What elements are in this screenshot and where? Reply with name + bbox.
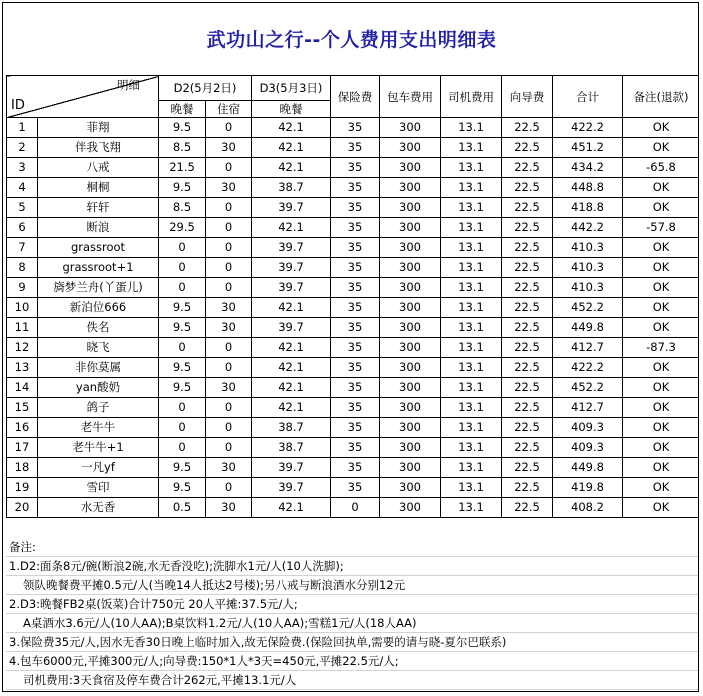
cell-remark[interactable]: OK xyxy=(623,298,700,318)
cell-insurance[interactable]: 35 xyxy=(331,438,380,458)
cell-total[interactable]: 449.8 xyxy=(553,458,623,478)
cell-insurance[interactable]: 35 xyxy=(331,318,380,338)
note-line: 司机费用:3天食宿及停车费合计262元,平摊13.1元/人 xyxy=(6,671,699,690)
cell-d2-lodging[interactable]: 30 xyxy=(206,318,252,338)
cell-d3-dinner[interactable]: 42.1 xyxy=(252,118,331,138)
cell-insurance[interactable]: 35 xyxy=(331,358,380,378)
cell-driver[interactable]: 13.1 xyxy=(441,318,502,338)
cell-insurance[interactable]: 35 xyxy=(331,118,380,138)
cell-driver[interactable]: 13.1 xyxy=(441,298,502,318)
cell-d3-dinner[interactable]: 42.1 xyxy=(252,218,331,238)
cell-driver[interactable]: 13.1 xyxy=(441,118,502,138)
cell-d3-dinner[interactable]: 38.7 xyxy=(252,418,331,438)
cell-remark[interactable]: OK xyxy=(623,118,700,138)
cell-name[interactable]: 菲翔 xyxy=(38,118,159,138)
cell-driver[interactable]: 13.1 xyxy=(441,438,502,458)
cell-d3-dinner[interactable]: 42.1 xyxy=(252,358,331,378)
cell-remark[interactable]: OK xyxy=(623,498,700,518)
cell-d2-lodging[interactable]: 0 xyxy=(206,118,252,138)
note-line: 4.包车6000元,平摊300元/人;向导费:150*1人*3天=450元,平摊22.5元/人; xyxy=(6,652,699,671)
cell-id[interactable]: 17 xyxy=(7,438,38,458)
cell-remark[interactable]: -65.8 xyxy=(623,158,700,178)
header-d2-dinner: 晚餐 xyxy=(159,101,206,118)
cell-remark[interactable]: OK xyxy=(623,418,700,438)
header-bus: 包车费用 xyxy=(380,76,441,118)
cell-total[interactable]: 418.8 xyxy=(553,198,623,218)
cell-insurance[interactable]: 35 xyxy=(331,398,380,418)
header-d2-lodging: 住宿 xyxy=(206,101,252,118)
cell-total[interactable]: 434.2 xyxy=(553,158,623,178)
cell-d2-dinner[interactable]: 9.5 xyxy=(159,318,206,338)
cell-bus[interactable]: 300 xyxy=(380,158,441,178)
cell-id[interactable]: 5 xyxy=(7,198,38,218)
cell-total[interactable]: 448.8 xyxy=(553,178,623,198)
cell-insurance[interactable]: 35 xyxy=(331,238,380,258)
cell-bus[interactable]: 300 xyxy=(380,438,441,458)
cell-guide[interactable]: 22.5 xyxy=(502,298,553,318)
cell-total[interactable]: 408.2 xyxy=(553,498,623,518)
cell-id[interactable]: 2 xyxy=(7,138,38,158)
cell-d2-lodging[interactable]: 0 xyxy=(206,158,252,178)
cell-d3-dinner[interactable]: 42.1 xyxy=(252,138,331,158)
header-insurance: 保险费 xyxy=(331,76,380,118)
table-row xyxy=(7,418,700,438)
cell-remark[interactable]: -87.3 xyxy=(623,338,700,358)
notes-heading: 备注: xyxy=(6,538,699,557)
table-row xyxy=(7,318,700,338)
cell-d2-dinner[interactable]: 21.5 xyxy=(159,158,206,178)
cell-bus[interactable]: 300 xyxy=(380,458,441,478)
cell-insurance[interactable]: 35 xyxy=(331,258,380,278)
cell-guide[interactable]: 22.5 xyxy=(502,318,553,338)
cell-remark[interactable]: OK xyxy=(623,238,700,258)
cell-total[interactable]: 422.2 xyxy=(553,358,623,378)
cell-d2-dinner[interactable]: 0 xyxy=(159,438,206,458)
cell-name[interactable]: 老牛牛+1 xyxy=(38,438,159,458)
cell-d2-dinner[interactable]: 9.5 xyxy=(159,118,206,138)
cell-bus[interactable]: 300 xyxy=(380,398,441,418)
cell-d2-dinner[interactable]: 0 xyxy=(159,398,206,418)
cell-total[interactable]: 419.8 xyxy=(553,478,623,498)
cell-remark[interactable]: OK xyxy=(623,378,700,398)
cell-d3-dinner[interactable]: 39.7 xyxy=(252,198,331,218)
cell-insurance[interactable]: 35 xyxy=(331,198,380,218)
cell-guide[interactable]: 22.5 xyxy=(502,358,553,378)
cell-bus[interactable]: 300 xyxy=(380,318,441,338)
cell-driver[interactable]: 13.1 xyxy=(441,218,502,238)
header-d3: D3(5月3日) xyxy=(252,76,331,101)
note-line: 1.D2:面条8元/碗(断浪2碗,水无香没吃);洗脚水1元/人(10人洗脚); xyxy=(6,557,699,576)
cell-d2-dinner[interactable]: 8.5 xyxy=(159,198,206,218)
cell-name[interactable]: grassroot+1 xyxy=(38,258,159,278)
cell-remark[interactable]: OK xyxy=(623,178,700,198)
header-driver: 司机费用 xyxy=(441,76,502,118)
table-row xyxy=(7,338,700,358)
cell-id[interactable]: 6 xyxy=(7,218,38,238)
cell-total[interactable]: 410.3 xyxy=(553,238,623,258)
cell-guide[interactable]: 22.5 xyxy=(502,478,553,498)
cell-guide[interactable]: 22.5 xyxy=(502,418,553,438)
cell-total[interactable]: 449.8 xyxy=(553,318,623,338)
cell-guide[interactable]: 22.5 xyxy=(502,398,553,418)
cell-d2-lodging[interactable]: 0 xyxy=(206,398,252,418)
cell-guide[interactable]: 22.5 xyxy=(502,258,553,278)
cell-d2-lodging[interactable]: 0 xyxy=(206,418,252,438)
cell-driver[interactable]: 13.1 xyxy=(441,398,502,418)
cell-name[interactable]: 老牛牛 xyxy=(38,418,159,438)
cell-insurance[interactable]: 35 xyxy=(331,178,380,198)
cell-name[interactable]: 佚名 xyxy=(38,318,159,338)
table-row xyxy=(7,438,700,458)
cell-driver[interactable]: 13.1 xyxy=(441,378,502,398)
cell-bus[interactable]: 300 xyxy=(380,218,441,238)
cell-remark[interactable]: OK xyxy=(623,258,700,278)
cell-bus[interactable]: 300 xyxy=(380,358,441,378)
cell-d2-dinner[interactable]: 9.5 xyxy=(159,458,206,478)
cell-bus[interactable]: 300 xyxy=(380,278,441,298)
header-diagonal-cell xyxy=(7,76,159,118)
cell-driver[interactable]: 13.1 xyxy=(441,478,502,498)
cell-d3-dinner[interactable]: 42.1 xyxy=(252,398,331,418)
cell-d2-dinner[interactable]: 0 xyxy=(159,238,206,258)
cell-d2-lodging[interactable]: 30 xyxy=(206,138,252,158)
cell-insurance[interactable]: 35 xyxy=(331,338,380,358)
cell-driver[interactable]: 13.1 xyxy=(441,278,502,298)
cell-id[interactable]: 11 xyxy=(7,318,38,338)
cell-name[interactable]: 一凡yf xyxy=(38,458,159,478)
cell-driver[interactable]: 13.1 xyxy=(441,178,502,198)
cell-guide[interactable]: 22.5 xyxy=(502,498,553,518)
note-line: 领队晚餐费平摊0.5元/人(当晚14人抵达2号楼);另八戒与断浪酒水分别12元 xyxy=(6,576,699,595)
cell-id[interactable]: 12 xyxy=(7,338,38,358)
cell-id[interactable]: 14 xyxy=(7,378,38,398)
cell-d2-lodging[interactable]: 30 xyxy=(206,178,252,198)
cell-bus[interactable]: 300 xyxy=(380,418,441,438)
cell-bus[interactable]: 300 xyxy=(380,138,441,158)
cell-remark[interactable]: OK xyxy=(623,358,700,378)
cell-id[interactable]: 1 xyxy=(7,118,38,138)
cell-guide[interactable]: 22.5 xyxy=(502,178,553,198)
cell-d2-dinner[interactable]: 0 xyxy=(159,338,206,358)
cell-insurance[interactable]: 35 xyxy=(331,478,380,498)
header-detail-label: 明细 xyxy=(117,78,140,92)
cell-remark[interactable]: OK xyxy=(623,458,700,478)
cell-guide[interactable]: 22.5 xyxy=(502,438,553,458)
note-line: 3.保险费35元/人,因水无香30日晚上临时加入,故无保险费.(保险回执单,需要的请与晓-夏尔巴联系) xyxy=(6,633,699,652)
header-d2: D2(5月2日) xyxy=(159,76,252,101)
cell-id[interactable]: 15 xyxy=(7,398,38,418)
cell-driver[interactable]: 13.1 xyxy=(441,158,502,178)
cell-d2-dinner[interactable]: 9.5 xyxy=(159,298,206,318)
cell-name[interactable]: 断浪 xyxy=(38,218,159,238)
cell-name[interactable]: 新泊位666 xyxy=(38,298,159,318)
cell-bus[interactable]: 300 xyxy=(380,478,441,498)
cell-guide[interactable]: 22.5 xyxy=(502,378,553,398)
table-row xyxy=(7,218,700,238)
cell-name[interactable]: grassroot xyxy=(38,238,159,258)
cell-insurance[interactable]: 35 xyxy=(331,138,380,158)
cell-d2-dinner[interactable]: 0 xyxy=(159,258,206,278)
header-remark: 备注(退款) xyxy=(623,76,700,118)
cell-total[interactable]: 422.2 xyxy=(553,118,623,138)
cell-bus[interactable]: 300 xyxy=(380,118,441,138)
header-total: 合计 xyxy=(553,76,623,118)
cell-d2-dinner[interactable]: 0 xyxy=(159,278,206,298)
cell-guide[interactable]: 22.5 xyxy=(502,118,553,138)
cell-d2-lodging[interactable]: 0 xyxy=(206,438,252,458)
cell-insurance[interactable]: 35 xyxy=(331,298,380,318)
cell-d2-dinner[interactable]: 0 xyxy=(159,418,206,438)
cell-id[interactable]: 18 xyxy=(7,458,38,478)
cell-insurance[interactable]: 35 xyxy=(331,418,380,438)
cell-id[interactable]: 8 xyxy=(7,258,38,278)
cell-remark[interactable]: OK xyxy=(623,398,700,418)
expense-table xyxy=(6,75,699,518)
cell-driver[interactable]: 13.1 xyxy=(441,458,502,478)
cell-guide[interactable]: 22.5 xyxy=(502,338,553,358)
cell-driver[interactable]: 13.1 xyxy=(441,338,502,358)
cell-d2-lodging[interactable]: 30 xyxy=(206,458,252,478)
cell-d2-dinner[interactable]: 9.5 xyxy=(159,178,206,198)
cell-d2-lodging[interactable]: 0 xyxy=(206,198,252,218)
sheet-title: 武功山之行--个人费用支出明细表 xyxy=(206,29,497,51)
cell-insurance[interactable]: 35 xyxy=(331,218,380,238)
cell-total[interactable]: 410.3 xyxy=(553,278,623,298)
table-row xyxy=(7,398,700,418)
cell-remark[interactable]: OK xyxy=(623,198,700,218)
cell-total[interactable]: 451.2 xyxy=(553,138,623,158)
table-row xyxy=(7,298,700,318)
cell-name[interactable]: 旖梦兰舟(丫蛋儿) xyxy=(38,278,159,298)
cell-bus[interactable]: 300 xyxy=(380,298,441,318)
cell-d2-lodging[interactable]: 0 xyxy=(206,258,252,278)
cell-d2-dinner[interactable]: 9.5 xyxy=(159,478,206,498)
cell-d2-lodging[interactable]: 0 xyxy=(206,218,252,238)
table-row xyxy=(7,138,700,158)
cell-bus[interactable]: 300 xyxy=(380,178,441,198)
cell-d2-dinner[interactable]: 9.5 xyxy=(159,358,206,378)
table-row xyxy=(7,378,700,398)
cell-d3-dinner[interactable]: 42.1 xyxy=(252,498,331,518)
cell-name[interactable]: 伴我飞翔 xyxy=(38,138,159,158)
cell-d2-lodging[interactable]: 0 xyxy=(206,478,252,498)
cell-remark[interactable]: OK xyxy=(623,478,700,498)
cell-remark[interactable]: OK xyxy=(623,278,700,298)
cell-name[interactable]: 非你莫属 xyxy=(38,358,159,378)
cell-total[interactable]: 409.3 xyxy=(553,418,623,438)
cell-d2-dinner[interactable]: 29.5 xyxy=(159,218,206,238)
table-row xyxy=(7,358,700,378)
cell-driver[interactable]: 13.1 xyxy=(441,138,502,158)
cell-bus[interactable]: 300 xyxy=(380,198,441,218)
cell-id[interactable]: 9 xyxy=(7,278,38,298)
cell-id[interactable]: 16 xyxy=(7,418,38,438)
note-line: A桌酒水3.6元/人(10人AA);B桌饮料1.2元/人(10人AA);雪糕1元/人(18人AA) xyxy=(6,614,699,633)
cell-d3-dinner[interactable]: 42.1 xyxy=(252,378,331,398)
table-row xyxy=(7,238,700,258)
cell-id[interactable]: 10 xyxy=(7,298,38,318)
cell-d2-lodging[interactable]: 30 xyxy=(206,378,252,398)
cell-driver[interactable]: 13.1 xyxy=(441,358,502,378)
cell-d2-dinner[interactable]: 9.5 xyxy=(159,378,206,398)
cell-bus[interactable]: 300 xyxy=(380,378,441,398)
cell-d2-lodging[interactable]: 0 xyxy=(206,238,252,258)
cell-guide[interactable]: 22.5 xyxy=(502,198,553,218)
cell-d3-dinner[interactable]: 38.7 xyxy=(252,178,331,198)
cell-remark[interactable]: OK xyxy=(623,318,700,338)
cell-driver[interactable]: 13.1 xyxy=(441,238,502,258)
cell-total[interactable]: 412.7 xyxy=(553,398,623,418)
cell-guide[interactable]: 22.5 xyxy=(502,238,553,258)
cell-d2-lodging[interactable]: 0 xyxy=(206,358,252,378)
note-line: 2.D3:晚餐FB2桌(饭菜)合计750元 20人平摊:37.5元/人; xyxy=(6,595,699,614)
table-row xyxy=(7,178,700,198)
cell-d3-dinner[interactable]: 39.7 xyxy=(252,238,331,258)
cell-bus[interactable]: 300 xyxy=(380,338,441,358)
cell-total[interactable]: 410.3 xyxy=(553,258,623,278)
cell-total[interactable]: 442.2 xyxy=(553,218,623,238)
cell-bus[interactable]: 300 xyxy=(380,238,441,258)
cell-d2-dinner[interactable]: 0.5 xyxy=(159,498,206,518)
cell-id[interactable]: 19 xyxy=(7,478,38,498)
cell-d2-lodging[interactable]: 0 xyxy=(206,278,252,298)
cell-id[interactable]: 4 xyxy=(7,178,38,198)
cell-name[interactable]: yan酸奶 xyxy=(38,378,159,398)
cell-name[interactable]: 桐桐 xyxy=(38,178,159,198)
header-guide: 向导费 xyxy=(502,76,553,118)
cell-remark[interactable]: OK xyxy=(623,438,700,458)
cell-bus[interactable]: 300 xyxy=(380,258,441,278)
cell-id[interactable]: 7 xyxy=(7,238,38,258)
notes-section xyxy=(6,538,699,690)
header-id-label: ID xyxy=(11,98,25,113)
cell-name[interactable]: 八戒 xyxy=(38,158,159,178)
table-row xyxy=(7,198,700,218)
spreadsheet-frame xyxy=(2,2,699,692)
cell-d3-dinner[interactable]: 42.1 xyxy=(252,158,331,178)
cell-d2-lodging[interactable]: 0 xyxy=(206,338,252,358)
header-d3-dinner: 晚餐 xyxy=(252,101,331,118)
cell-guide[interactable]: 22.5 xyxy=(502,138,553,158)
cell-d2-dinner[interactable]: 8.5 xyxy=(159,138,206,158)
cell-d3-dinner[interactable]: 42.1 xyxy=(252,298,331,318)
cell-name[interactable]: 水无香 xyxy=(38,498,159,518)
cell-total[interactable]: 409.3 xyxy=(553,438,623,458)
cell-insurance[interactable]: 0 xyxy=(331,498,380,518)
cell-guide[interactable]: 22.5 xyxy=(502,278,553,298)
cell-name[interactable]: 晓飞 xyxy=(38,338,159,358)
table-row xyxy=(7,118,700,138)
table-row xyxy=(7,158,700,178)
cell-d2-lodging[interactable]: 30 xyxy=(206,498,252,518)
cell-total[interactable]: 452.2 xyxy=(553,298,623,318)
cell-d3-dinner[interactable]: 39.7 xyxy=(252,258,331,278)
cell-driver[interactable]: 13.1 xyxy=(441,258,502,278)
cell-d3-dinner[interactable]: 39.7 xyxy=(252,278,331,298)
table-row xyxy=(7,278,700,298)
cell-guide[interactable]: 22.5 xyxy=(502,458,553,478)
cell-guide[interactable]: 22.5 xyxy=(502,158,553,178)
cell-remark[interactable]: OK xyxy=(623,138,700,158)
cell-driver[interactable]: 13.1 xyxy=(441,198,502,218)
cell-id[interactable]: 3 xyxy=(7,158,38,178)
cell-name[interactable]: 雪印 xyxy=(38,478,159,498)
cell-id[interactable]: 20 xyxy=(7,498,38,518)
cell-total[interactable]: 452.2 xyxy=(553,378,623,398)
cell-id[interactable]: 13 xyxy=(7,358,38,378)
cell-insurance[interactable]: 35 xyxy=(331,278,380,298)
table-row xyxy=(7,458,700,478)
cell-d3-dinner[interactable]: 38.7 xyxy=(252,438,331,458)
cell-driver[interactable]: 13.1 xyxy=(441,418,502,438)
cell-d3-dinner[interactable]: 39.7 xyxy=(252,318,331,338)
cell-insurance[interactable]: 35 xyxy=(331,378,380,398)
cell-driver[interactable]: 13.1 xyxy=(441,498,502,518)
cell-name[interactable]: 鸽子 xyxy=(38,398,159,418)
cell-d3-dinner[interactable]: 39.7 xyxy=(252,478,331,498)
cell-name[interactable]: 轩轩 xyxy=(38,198,159,218)
cell-d3-dinner[interactable]: 39.7 xyxy=(252,458,331,478)
table-row xyxy=(7,498,700,518)
cell-guide[interactable]: 22.5 xyxy=(502,218,553,238)
cell-insurance[interactable]: 35 xyxy=(331,158,380,178)
cell-insurance[interactable]: 35 xyxy=(331,458,380,478)
cell-total[interactable]: 412.7 xyxy=(553,338,623,358)
cell-bus[interactable]: 300 xyxy=(380,498,441,518)
cell-d3-dinner[interactable]: 42.1 xyxy=(252,338,331,358)
cell-d2-lodging[interactable]: 30 xyxy=(206,298,252,318)
table-row xyxy=(7,478,700,498)
cell-remark[interactable]: -57.8 xyxy=(623,218,700,238)
table-row xyxy=(7,258,700,278)
